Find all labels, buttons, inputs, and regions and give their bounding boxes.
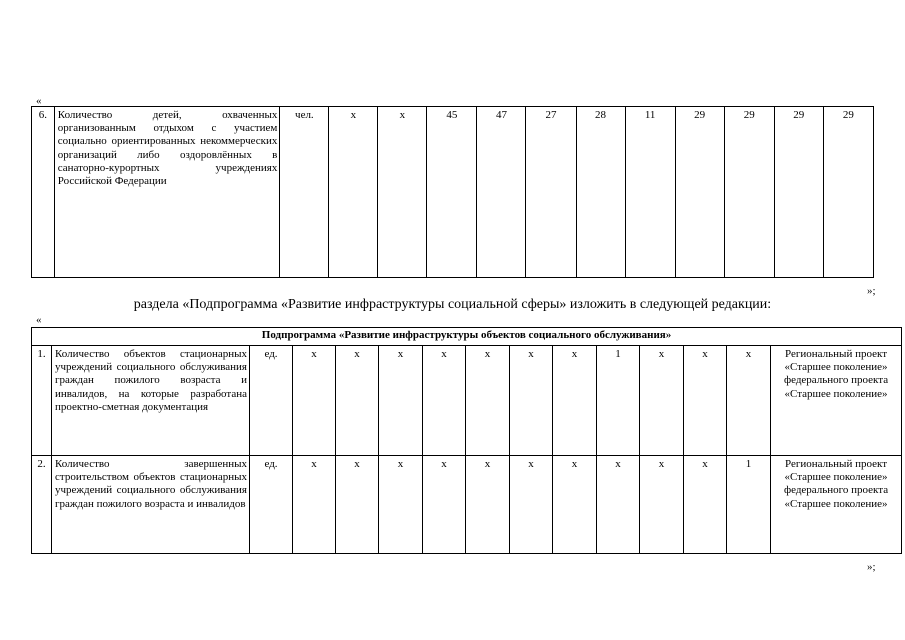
value-cell: 29 xyxy=(724,107,774,278)
value-cell: х xyxy=(378,107,427,278)
table-row xyxy=(32,346,902,456)
table-row xyxy=(32,107,874,278)
value-cell: 1 xyxy=(727,456,771,554)
value-cell: х xyxy=(510,346,553,456)
row-number: 6. xyxy=(32,107,55,278)
value-cell: х xyxy=(336,456,379,554)
closing-quote-1: »; xyxy=(867,285,876,297)
value-cell: 29 xyxy=(774,107,823,278)
row-number: 1. xyxy=(32,346,52,456)
indicators-table-2 xyxy=(31,327,902,554)
opening-quote-2: « xyxy=(36,314,42,326)
indicator-name: Количество детей, охваченных организованным отдыхом с участием социально ориентированных некоммерческих организаций либо оздоровлённых в санаторно-курортных учреждениях Российской Федерации xyxy=(54,107,280,278)
value-cell: 28 xyxy=(576,107,625,278)
value-cell: х xyxy=(466,346,510,456)
value-cell: х xyxy=(510,456,553,554)
value-cell: х xyxy=(597,456,640,554)
value-cell: х xyxy=(684,456,727,554)
subprogram-header-row xyxy=(32,328,902,346)
unit-cell: ед. xyxy=(250,346,293,456)
opening-quote-1: « xyxy=(36,95,42,107)
value-cell: 27 xyxy=(526,107,576,278)
closing-quote-2: »; xyxy=(867,561,876,573)
value-cell: х xyxy=(423,346,466,456)
value-cell: х xyxy=(466,456,510,554)
value-cell: х xyxy=(640,346,684,456)
value-cell: х xyxy=(329,107,378,278)
indicator-name: Количество завершенных строительством объектов стационарных учреждений социального обслуживания граждан пожилого возраста и инвалидов xyxy=(52,456,250,554)
value-cell: 29 xyxy=(823,107,873,278)
source-program: Региональный проект «Старшее поколение» федерального проекта «Старшее поколение» xyxy=(771,346,902,456)
value-cell: х xyxy=(379,346,423,456)
unit-cell: ед. xyxy=(250,456,293,554)
value-cell: х xyxy=(553,456,597,554)
section-instruction-text: раздела «Подпрограмма «Развитие инфраструктуры социальной сферы» изложить в следующей редакции: xyxy=(133,297,772,312)
value-cell: х xyxy=(293,456,336,554)
value-cell: 45 xyxy=(427,107,477,278)
value-cell: 1 xyxy=(597,346,640,456)
value-cell: х xyxy=(423,456,466,554)
subprogram-header: Подпрограмма «Развитие инфраструктуры объектов социального обслуживания» xyxy=(32,328,902,346)
value-cell: х xyxy=(379,456,423,554)
value-cell: х xyxy=(293,346,336,456)
value-cell: х xyxy=(727,346,771,456)
value-cell: 29 xyxy=(675,107,724,278)
source-program: Региональный проект «Старшее поколение» федерального проекта «Старшее поколение» xyxy=(771,456,902,554)
indicator-name: Количество объектов стационарных учреждений социального обслуживания граждан пожилого возраста и инвалидов, на которые разработана проектно-сметная документация xyxy=(52,346,250,456)
table-row xyxy=(32,456,902,554)
value-cell: 11 xyxy=(625,107,675,278)
unit-cell: чел. xyxy=(280,107,329,278)
value-cell: х xyxy=(336,346,379,456)
indicators-table-1 xyxy=(31,106,874,278)
value-cell: х xyxy=(684,346,727,456)
value-cell: х xyxy=(640,456,684,554)
value-cell: х xyxy=(553,346,597,456)
row-number: 2. xyxy=(32,456,52,554)
value-cell: 47 xyxy=(477,107,526,278)
